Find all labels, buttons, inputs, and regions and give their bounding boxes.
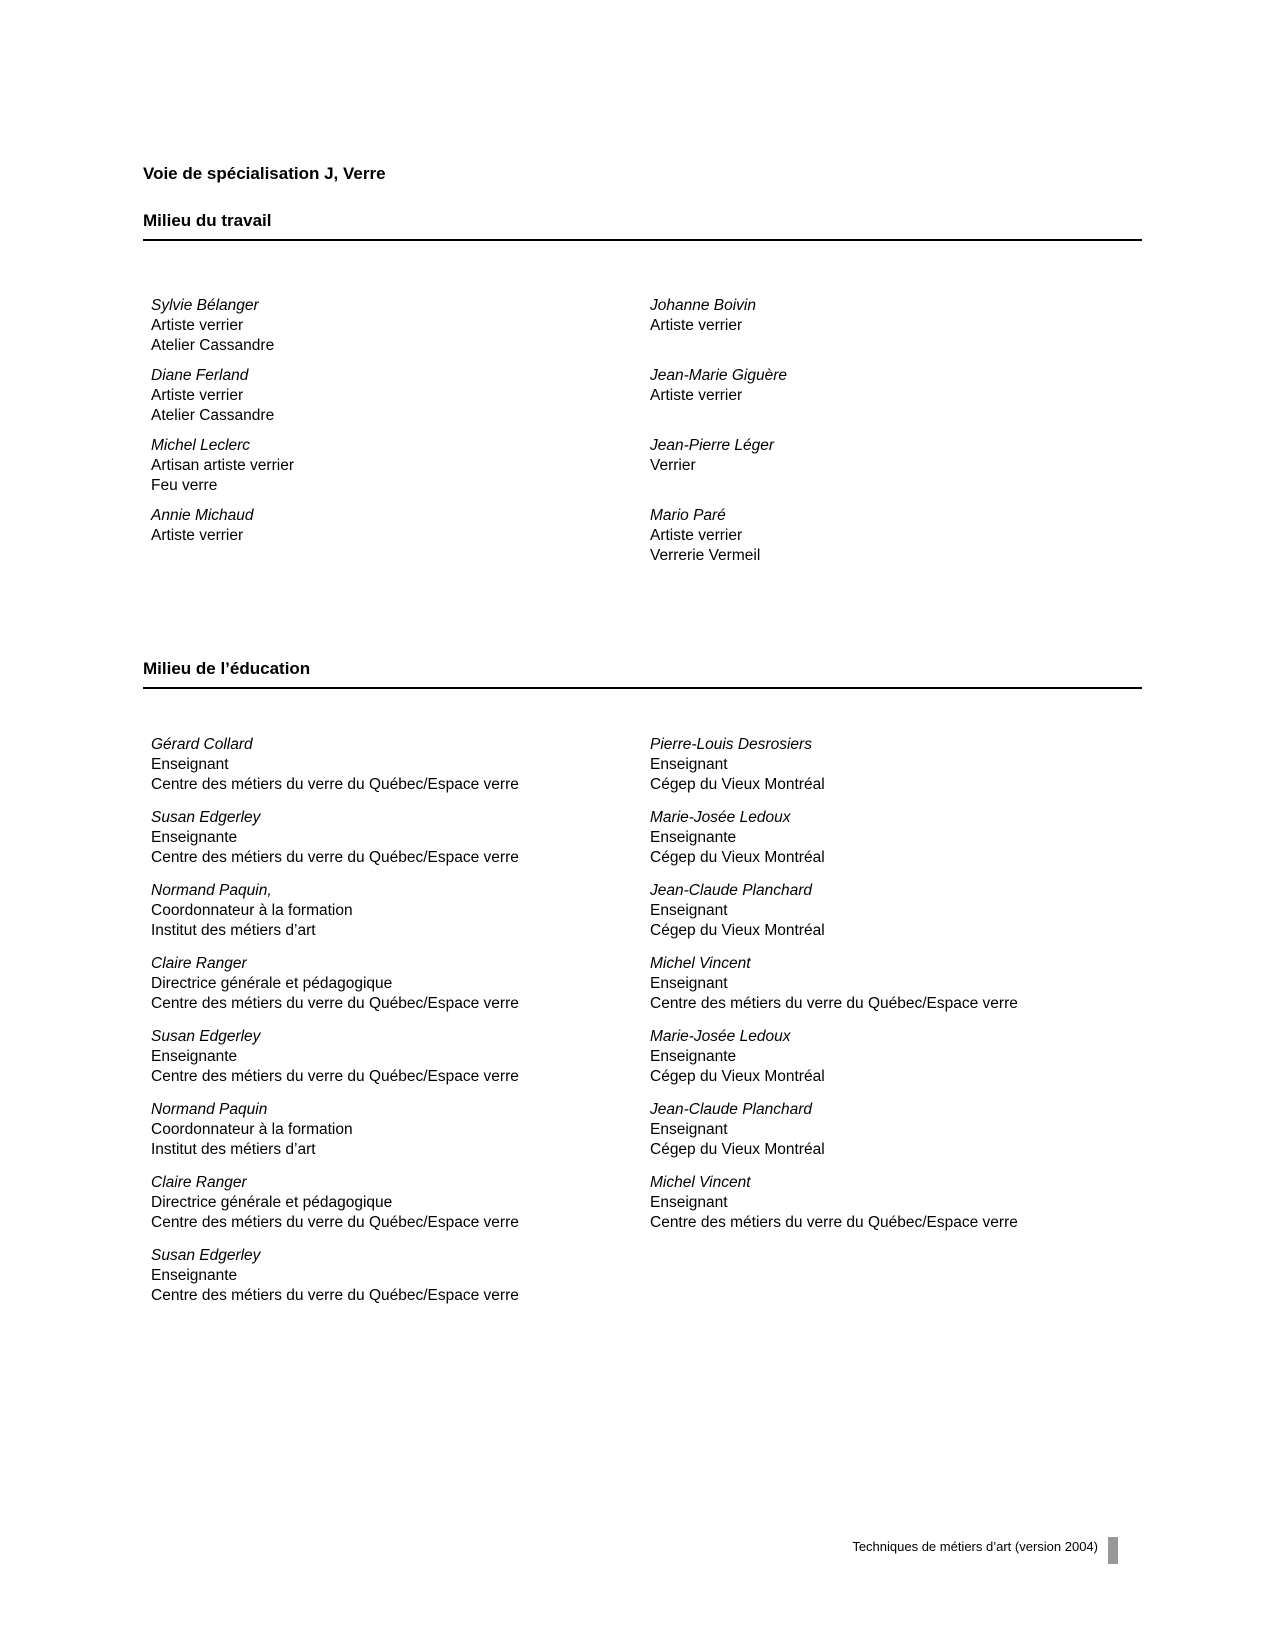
directory-row [143,735,1142,795]
person-entry [143,296,650,356]
section-milieu-du-travail [143,210,1142,576]
person-detail: Enseignante [151,1048,238,1065]
person-detail: Directrice générale et pédagogique [151,1194,393,1211]
person-detail: Coordonnateur à la formation [151,1121,353,1138]
person-detail: Artiste verrier [650,387,743,404]
person-name: Jean-Claude Planchard [650,1101,812,1118]
person-entry [650,506,1142,566]
person-entry [650,366,1142,406]
person-detail: Centre des métiers du verre du Québec/Espace verre [151,776,519,793]
empty-cell [650,1246,1142,1266]
person-name: Susan Edgerley [151,1028,261,1045]
person-detail: Enseignante [650,1048,737,1065]
directory-row [143,366,1142,426]
person-name: Michel Vincent [650,1174,751,1191]
person-name: Michel Leclerc [151,437,251,454]
person-detail: Enseignant [650,1194,728,1211]
person-entry [650,436,1142,476]
person-detail: Artiste verrier [151,317,244,334]
section-milieu-de-l-education [143,658,1142,1319]
person-rows-travail [143,241,1142,566]
directory-row [143,808,1142,868]
person-name: Jean-Claude Planchard [650,882,812,899]
person-entry [143,954,650,1014]
person-name: Pierre-Louis Desrosiers [650,736,812,753]
person-detail: Enseignante [151,1267,238,1284]
person-detail: Centre des métiers du verre du Québec/Espace verre [151,1068,519,1085]
person-detail: Centre des métiers du verre du Québec/Espace verre [151,1287,519,1304]
person-name: Normand Paquin, [151,882,272,899]
person-entry [143,1246,650,1306]
person-detail: Centre des métiers du verre du Québec/Espace verre [650,995,1018,1012]
directory-row [143,881,1142,941]
person-detail: Coordonnateur à la formation [151,902,353,919]
person-name: Marie-Josée Ledoux [650,1028,791,1045]
person-entry [143,366,650,426]
person-name: Claire Ranger [151,955,247,972]
person-detail: Enseignant [650,756,728,773]
directory-row [143,1246,1142,1306]
person-entry [143,808,650,868]
person-detail: Cégep du Vieux Montréal [650,776,825,793]
person-name: Mario Paré [650,507,726,524]
person-detail: Verrier [650,457,696,474]
person-name: Jean-Marie Giguère [650,367,787,384]
directory-row [143,1100,1142,1160]
person-detail: Centre des métiers du verre du Québec/Espace verre [151,1214,519,1231]
person-detail: Feu verre [151,477,218,494]
person-detail: Cégep du Vieux Montréal [650,1068,825,1085]
person-entry [650,1027,1142,1087]
person-name: Gérard Collard [151,736,253,753]
person-name: Claire Ranger [151,1174,247,1191]
person-entry [143,735,650,795]
person-entry [650,735,1142,795]
directory-row [143,1173,1142,1233]
person-name: Sylvie Bélanger [151,297,259,314]
person-entry [143,1173,650,1233]
person-detail: Artiste verrier [151,527,244,544]
directory-row [143,1027,1142,1087]
person-entry [143,1027,650,1087]
person-entry [650,296,1142,336]
person-name: Susan Edgerley [151,1247,261,1264]
person-name: Susan Edgerley [151,809,261,826]
person-entry [650,1173,1142,1233]
person-detail: Institut des métiers d’art [151,1141,316,1158]
person-entry [650,881,1142,941]
person-detail: Centre des métiers du verre du Québec/Espace verre [650,1214,1018,1231]
person-detail: Cégep du Vieux Montréal [650,849,825,866]
person-entry [650,954,1142,1014]
person-name: Annie Michaud [151,507,254,524]
person-entry [143,436,650,496]
person-detail: Enseignant [650,1121,728,1138]
person-detail: Artisan artiste verrier [151,457,294,474]
person-detail: Centre des métiers du verre du Québec/Espace verre [151,995,519,1012]
person-detail: Atelier Cassandre [151,337,275,354]
person-detail: Institut des métiers d’art [151,922,316,939]
person-detail: Enseignant [151,756,229,773]
person-name: Marie-Josée Ledoux [650,809,791,826]
person-rows-education [143,689,1142,1306]
person-name: Diane Ferland [151,367,249,384]
person-detail: Artiste verrier [151,387,244,404]
person-name: Johanne Boivin [650,297,756,314]
page-title: Voie de spécialisation J, Verre [143,164,386,183]
person-entry [143,1100,650,1160]
person-detail: Cégep du Vieux Montréal [650,1141,825,1158]
person-name: Michel Vincent [650,955,751,972]
person-entry [650,808,1142,868]
person-name: Normand Paquin [151,1101,268,1118]
person-detail: Directrice générale et pédagogique [151,975,393,992]
person-detail: Cégep du Vieux Montréal [650,922,825,939]
person-detail: Artiste verrier [650,317,743,334]
person-detail: Enseignante [151,829,238,846]
person-entry [143,506,650,546]
person-entry [650,1100,1142,1160]
directory-row [143,296,1142,356]
section-heading-travail: Milieu du travail [143,210,1142,241]
person-detail: Verrerie Vermeil [650,547,761,564]
directory-row [143,506,1142,566]
person-detail: Centre des métiers du verre du Québec/Espace verre [151,849,519,866]
footer-bar [1108,1537,1118,1564]
person-detail: Enseignante [650,829,737,846]
person-detail: Artiste verrier [650,527,743,544]
directory-row [143,954,1142,1014]
person-entry [143,881,650,941]
person-name: Jean-Pierre Léger [650,437,775,454]
footer-text: Techniques de métiers d’art (version 2004) [852,1539,1098,1554]
section-heading-education: Milieu de l’éducation [143,658,1142,689]
person-detail: Enseignant [650,902,728,919]
person-detail: Enseignant [650,975,728,992]
directory-row [143,436,1142,496]
person-detail: Atelier Cassandre [151,407,275,424]
